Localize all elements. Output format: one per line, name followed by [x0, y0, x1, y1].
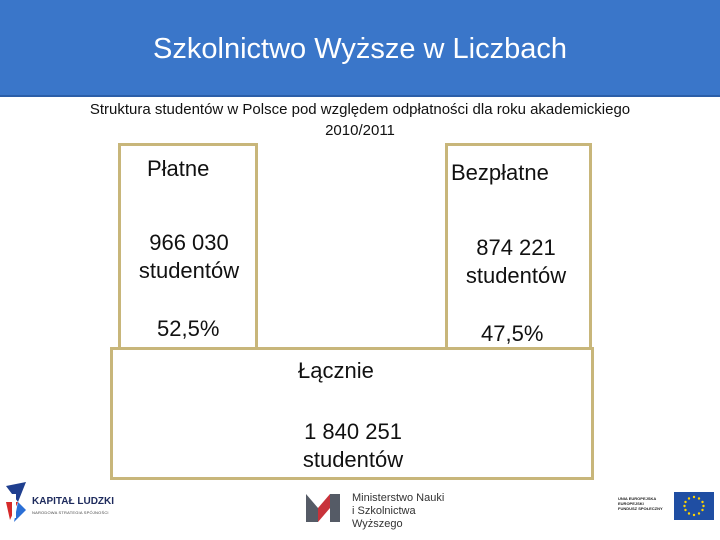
eu-line-2: EUROPEJSKI [618, 501, 644, 506]
ministry-line-1: Ministerstwo Nauki [352, 492, 445, 504]
title-bar [0, 0, 720, 97]
free-count-unit: studentów [465, 263, 567, 288]
ministry-name [352, 492, 466, 531]
eu-text [618, 496, 672, 511]
ministry-emblem-icon [306, 490, 342, 522]
paid-percent: 52,5% [157, 316, 220, 341]
paid-label: Płatne [147, 156, 210, 181]
subtitle-line-1: Struktura studentów w Polsce pod względem odpłatności dla roku akademickiego [89, 101, 631, 118]
eu-line-1: UNIA EUROPEJSKA [618, 496, 657, 501]
subtitle [40, 99, 680, 141]
kapital-ludzki-emblem-icon [4, 480, 28, 524]
page-title: Szkolnictwo Wyższe w Liczbach [153, 33, 567, 65]
eu-logo [618, 490, 718, 522]
total-label: Łącznie [298, 358, 374, 383]
free-label: Bezpłatne [451, 160, 549, 185]
free-percent: 47,5% [481, 321, 544, 346]
total-count-unit: studentów [302, 447, 404, 472]
ministry-logo [306, 488, 466, 528]
free-count [452, 234, 580, 290]
total-count [285, 418, 421, 474]
paid-count-value: 966 030 [149, 230, 229, 255]
subtitle-line-2: 2010/2011 [325, 122, 395, 139]
paid-count-unit: studentów [138, 258, 240, 283]
eu-flag-icon [674, 492, 714, 520]
free-count-value: 874 221 [476, 235, 556, 260]
kapital-ludzki-logo [4, 480, 124, 524]
eu-line-3: FUNDUSZ SPOŁECZNY [618, 506, 663, 511]
kapital-ludzki-subtitle: NARODOWA STRATEGIA SPÓJNOŚCI [32, 510, 109, 515]
kapital-ludzki-title: KAPITAŁ LUDZKI [32, 496, 115, 507]
total-count-value: 1 840 251 [304, 419, 402, 444]
paid-count [128, 229, 250, 285]
ministry-line-2: i Szkolnictwa Wyższego [352, 505, 416, 530]
